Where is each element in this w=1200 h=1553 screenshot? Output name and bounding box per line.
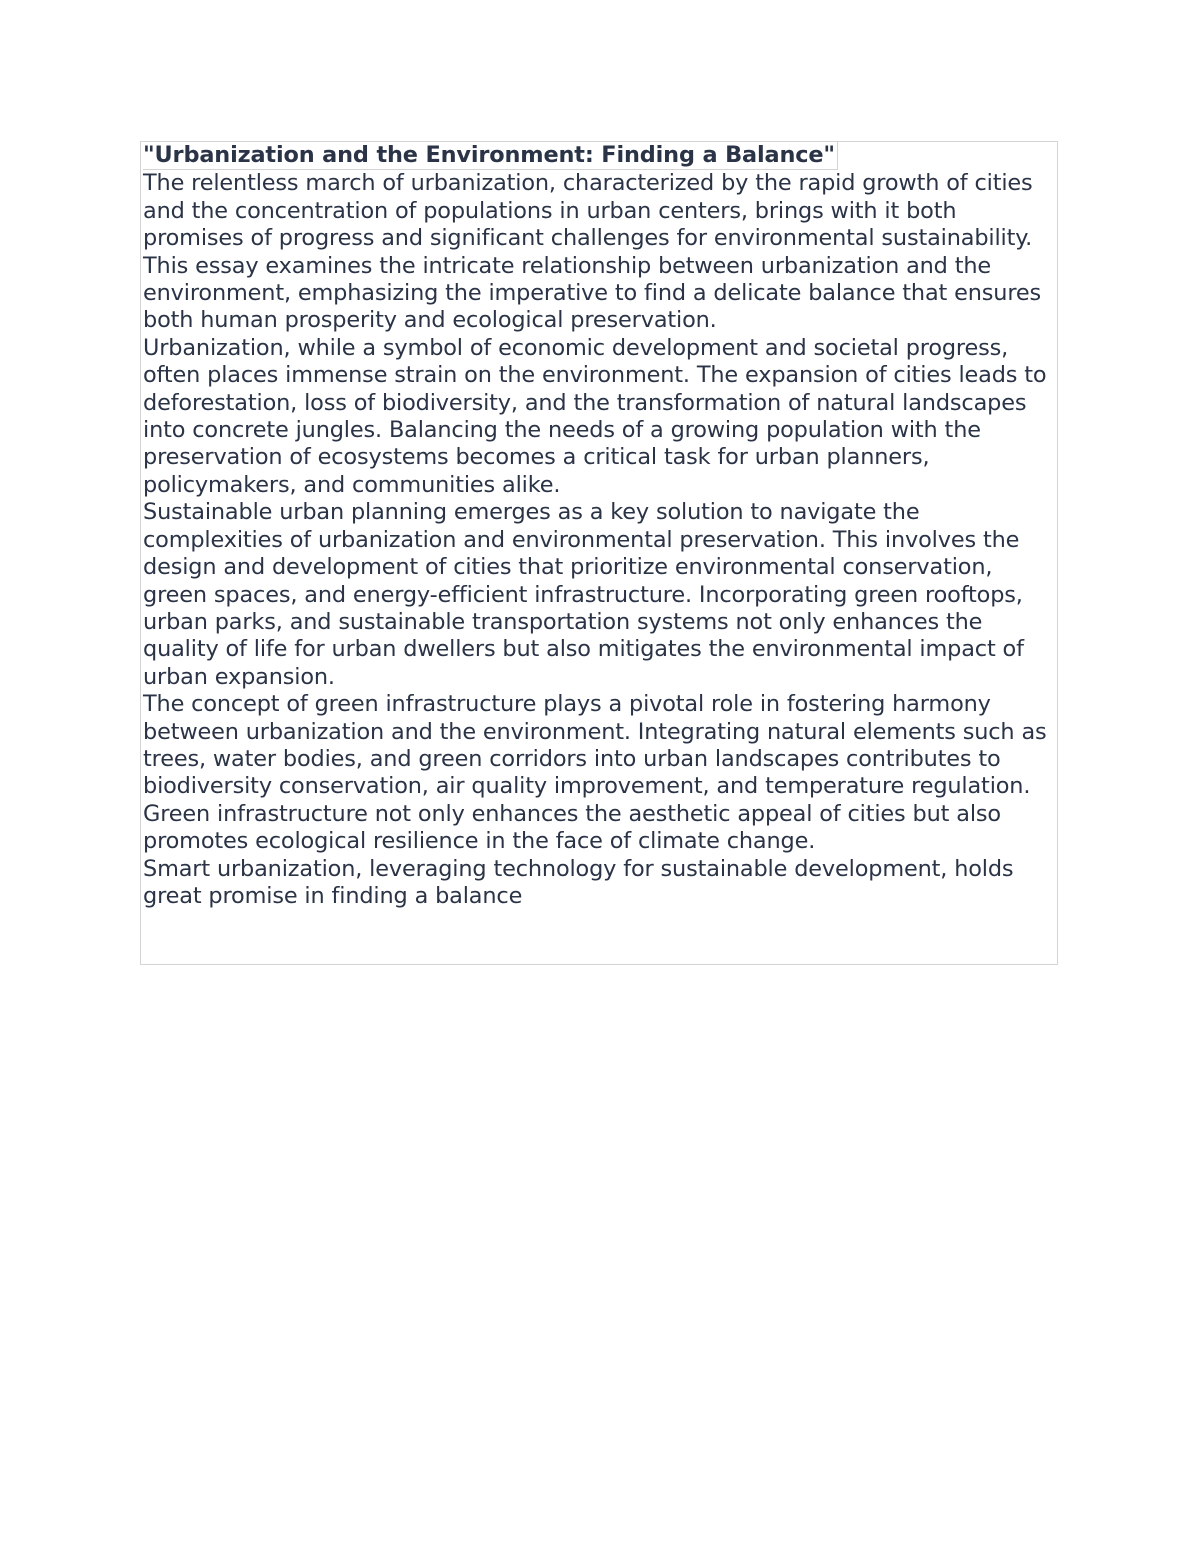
document-title: "Urbanization and the Environment: Finding a Balance" <box>143 142 838 170</box>
text-frame <box>140 141 1058 965</box>
paragraph-intro: The relentless march of urbanization, characterized by the rapid growth of cities and the concentration of populations in urban centers, brings with it both promises of progress and significant challenges for environmental sustainability. This essay examines the intricate relationship between urbanization and the environment, emphasizing the imperative to find a delicate balance that ensures both human prosperity and ecological preservation. <box>143 170 1042 334</box>
paragraph-smart-urbanization: Smart urbanization, leveraging technology for sustainable development, holds great promise in finding a balance <box>143 855 1014 909</box>
paragraph-urbanization-strain: Urbanization, while a symbol of economic development and societal progress, often places immense strain on the environment. The expansion of cities leads to deforestation, loss of biodiversity, and the transformation of natural landscapes into concrete jungles. Balancing the needs of a growing population with the preservation of ecosystems becomes a critical task for urban planners, policymakers, and communities alike. <box>143 334 1047 498</box>
paragraph-sustainable-planning: Sustainable urban planning emerges as a key solution to navigate the complexities of urbanization and environmental preservation. This involves the design and development of cities that prioritize environmental conservation, green spaces, and energy-efficient infrastructure. Incorporating green rooftops, urban parks, and sustainable transportation systems not only enhances the quality of life for urban dwellers but also mitigates the environmental impact of urban expansion. <box>143 499 1024 690</box>
paragraph-green-infrastructure: The concept of green infrastructure plays a pivotal role in fostering harmony between urbanization and the environment. Integrating natural elements such as trees, water bodies, and green corridors into urban landscapes contributes to biodiversity conservation, air quality improvement, and temperature regulation. Green infrastructure not only enhances the aesthetic appeal of cities but also promotes ecological resilience in the face of climate change. <box>143 691 1047 855</box>
